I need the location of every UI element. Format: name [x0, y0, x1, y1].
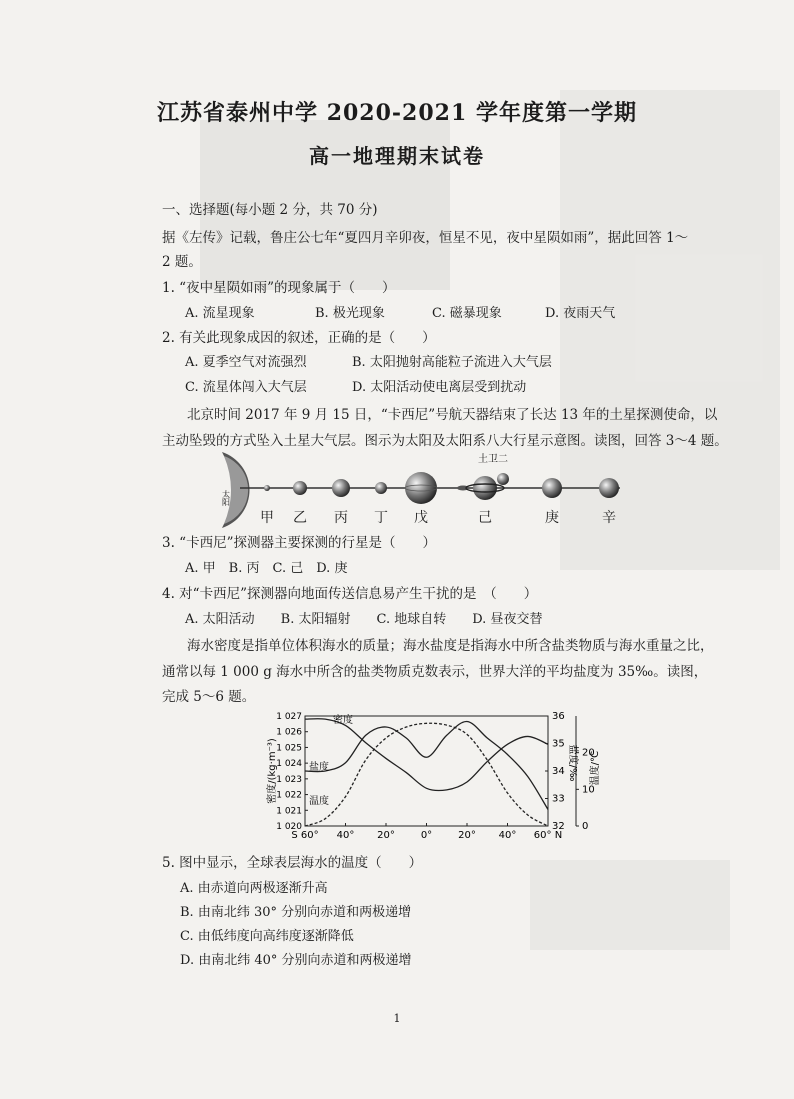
intro-line-2: 2 题。 [162, 254, 202, 270]
ocean-property-chart [265, 708, 605, 843]
planet-yi [293, 481, 307, 495]
planet-jia [264, 485, 270, 491]
salinity-tick-label: 33 [552, 793, 565, 805]
exam-subtitle: 高一地理期末试卷 [309, 144, 485, 168]
intro-line-1: 据《左传》记载，鲁庄公七年“夏四月辛卯夜，恒星不见，夜中星陨如雨”，据此回答 1～ [162, 230, 689, 246]
salinity-tick-label: 36 [552, 711, 565, 722]
salinity-axis-title: 盐度/‰ [567, 744, 578, 782]
question-1-option-a: A. 流星现象 [185, 306, 255, 321]
planet-xin [599, 478, 619, 498]
question-2-option-c: C. 流星体闯入大气层 [185, 380, 307, 395]
planet-bing [332, 479, 350, 497]
planet-ding [375, 482, 387, 494]
question-2-stem: 2. 有关此现象成因的叙述，正确的是（ ） [162, 330, 436, 346]
chart-labels [265, 713, 601, 807]
left-tick-label: 1 027 [276, 712, 302, 722]
x-tick-label: S 60° [291, 830, 319, 841]
question-5-option-d: D. 由南北纬 40° 分别向赤道和两极递增 [180, 953, 412, 968]
chart-axes [305, 716, 576, 826]
passage-3-line-2: 通常以每 1 000 g 海水中所含的盐类物质克数表示，世界大洋的平均盐度为 35‰。读图， [162, 664, 708, 680]
left-tick-label: 1 024 [276, 759, 302, 770]
planet-wu [405, 472, 437, 504]
question-4-options: A. 太阳活动 B. 太阳辐射 C. 地球自转 D. 昼夜交替 [185, 612, 543, 627]
page-number: 1 [393, 1012, 401, 1025]
question-3-stem: 3. “卡西尼”探测器主要探测的行星是（ ） [162, 535, 436, 551]
x-tick-label: 20° [377, 830, 395, 841]
question-1-option-b: B. 极光现象 [315, 306, 385, 321]
x-tick-label: 40° [336, 830, 355, 841]
left-tick-label: 1 023 [276, 774, 302, 785]
salinity-tick-label: 34 [552, 766, 565, 777]
left-tick-label: 1 026 [276, 727, 302, 738]
salinity-tick-label: 32 [552, 821, 565, 832]
plot-frame [305, 716, 548, 826]
x-tick-label: 0° [420, 830, 433, 841]
planet-label-bing: 丙 [334, 510, 348, 526]
x-tick-label: 20° [458, 830, 476, 841]
passage-3-line-1: 海水密度是指单位体积海水的质量；海水盐度是指海水中所含盐类物质与海水重量之比， [187, 638, 714, 654]
question-5-option-c: C. 由低纬度向高纬度逐渐降低 [180, 929, 354, 944]
passage-2-line-2: 主动坠毁的方式坠入土星大气层。图示为太阳及太阳系八大行星示意图。读图，回答 3～4 题。 [162, 433, 728, 449]
passage-2-line-1: 北京时间 2017 年 9 月 15 日，“卡西尼”号航天器结束了长达 13 年的土星探测使命，以 [187, 407, 718, 423]
left-tick-label: 1 021 [276, 806, 302, 817]
section-heading: 一、选择题(每小题 2 分，共 70 分) [162, 202, 378, 218]
question-2-option-b: B. 太阳抛射高能粒子流进入大气层 [352, 355, 552, 370]
left-tick-label: 1 020 [276, 822, 302, 832]
series-label-density: 密度 [333, 715, 353, 726]
question-1-option-c: C. 磁暴现象 [432, 306, 502, 321]
x-tick-label: 40° [498, 830, 517, 841]
question-4-stem: 4. 对“卡西尼”探测器向地面传送信息易产生干扰的是 （ ） [162, 586, 538, 602]
left-axis-title: 密度/(kg·m⁻³) [267, 738, 278, 804]
solar-system-figure [220, 450, 640, 530]
planet-label-geng: 庚 [545, 510, 559, 526]
question-1-stem: 1. “夜中星陨如雨”的现象属于（ ） [162, 280, 396, 296]
temp-tick-label: 10 [582, 784, 595, 796]
temp-tick-label: 0 [582, 821, 589, 832]
question-1-option-d: D. 夜雨天气 [545, 306, 616, 321]
planet-geng [542, 478, 562, 498]
sun-label: 太阳 [221, 490, 231, 506]
question-3-options: A. 甲 B. 丙 C. 己 D. 庚 [185, 561, 348, 576]
series-line-density [305, 719, 548, 791]
question-2-option-a: A. 夏季空气对流强烈 [185, 355, 307, 370]
left-tick-label: 1 025 [276, 743, 302, 754]
chart-ticks [276, 711, 595, 841]
bleed-through-shade-bottom [530, 860, 730, 950]
temp-tick-label: 20 [582, 747, 595, 759]
chart-series [305, 719, 548, 826]
planet-label-jia: 甲 [260, 510, 274, 526]
planet-label-wu: 戊 [414, 510, 428, 526]
planet-label-xin: 辛 [602, 510, 616, 526]
series-label-salinity: 盐度 [309, 762, 329, 773]
salinity-tick-label: 35 [552, 738, 565, 750]
exam-title: 江苏省泰州中学 2020-2021 学年度第一学期 [157, 100, 637, 126]
question-5-stem: 5. 图中显示，全球表层海水的温度（ ） [162, 855, 423, 871]
question-2-option-d: D. 太阳活动使电离层受到扰动 [352, 380, 527, 395]
planet-label-ji: 己 [478, 510, 492, 526]
series-line-salinity [305, 721, 548, 809]
planet-ji [473, 476, 497, 500]
moon-enceladus [497, 473, 509, 485]
series-line-temperature [305, 723, 548, 826]
temp-axis-title: 温度/℃ [590, 750, 601, 786]
left-tick-label: 1 022 [276, 790, 302, 801]
series-label-temperature: 温度 [309, 796, 329, 807]
question-5-option-b: B. 由南北纬 30° 分别向赤道和两极递增 [180, 905, 412, 920]
planet-label-yi: 乙 [293, 510, 307, 526]
passage-3-line-3: 完成 5～6 题。 [162, 689, 256, 705]
planet-label-ding: 丁 [374, 510, 388, 526]
moon-enceladus-label: 土卫二 [478, 454, 508, 465]
question-5-option-a: A. 由赤道向两极逐渐升高 [180, 881, 328, 896]
x-tick-label: 60° N [533, 830, 563, 841]
